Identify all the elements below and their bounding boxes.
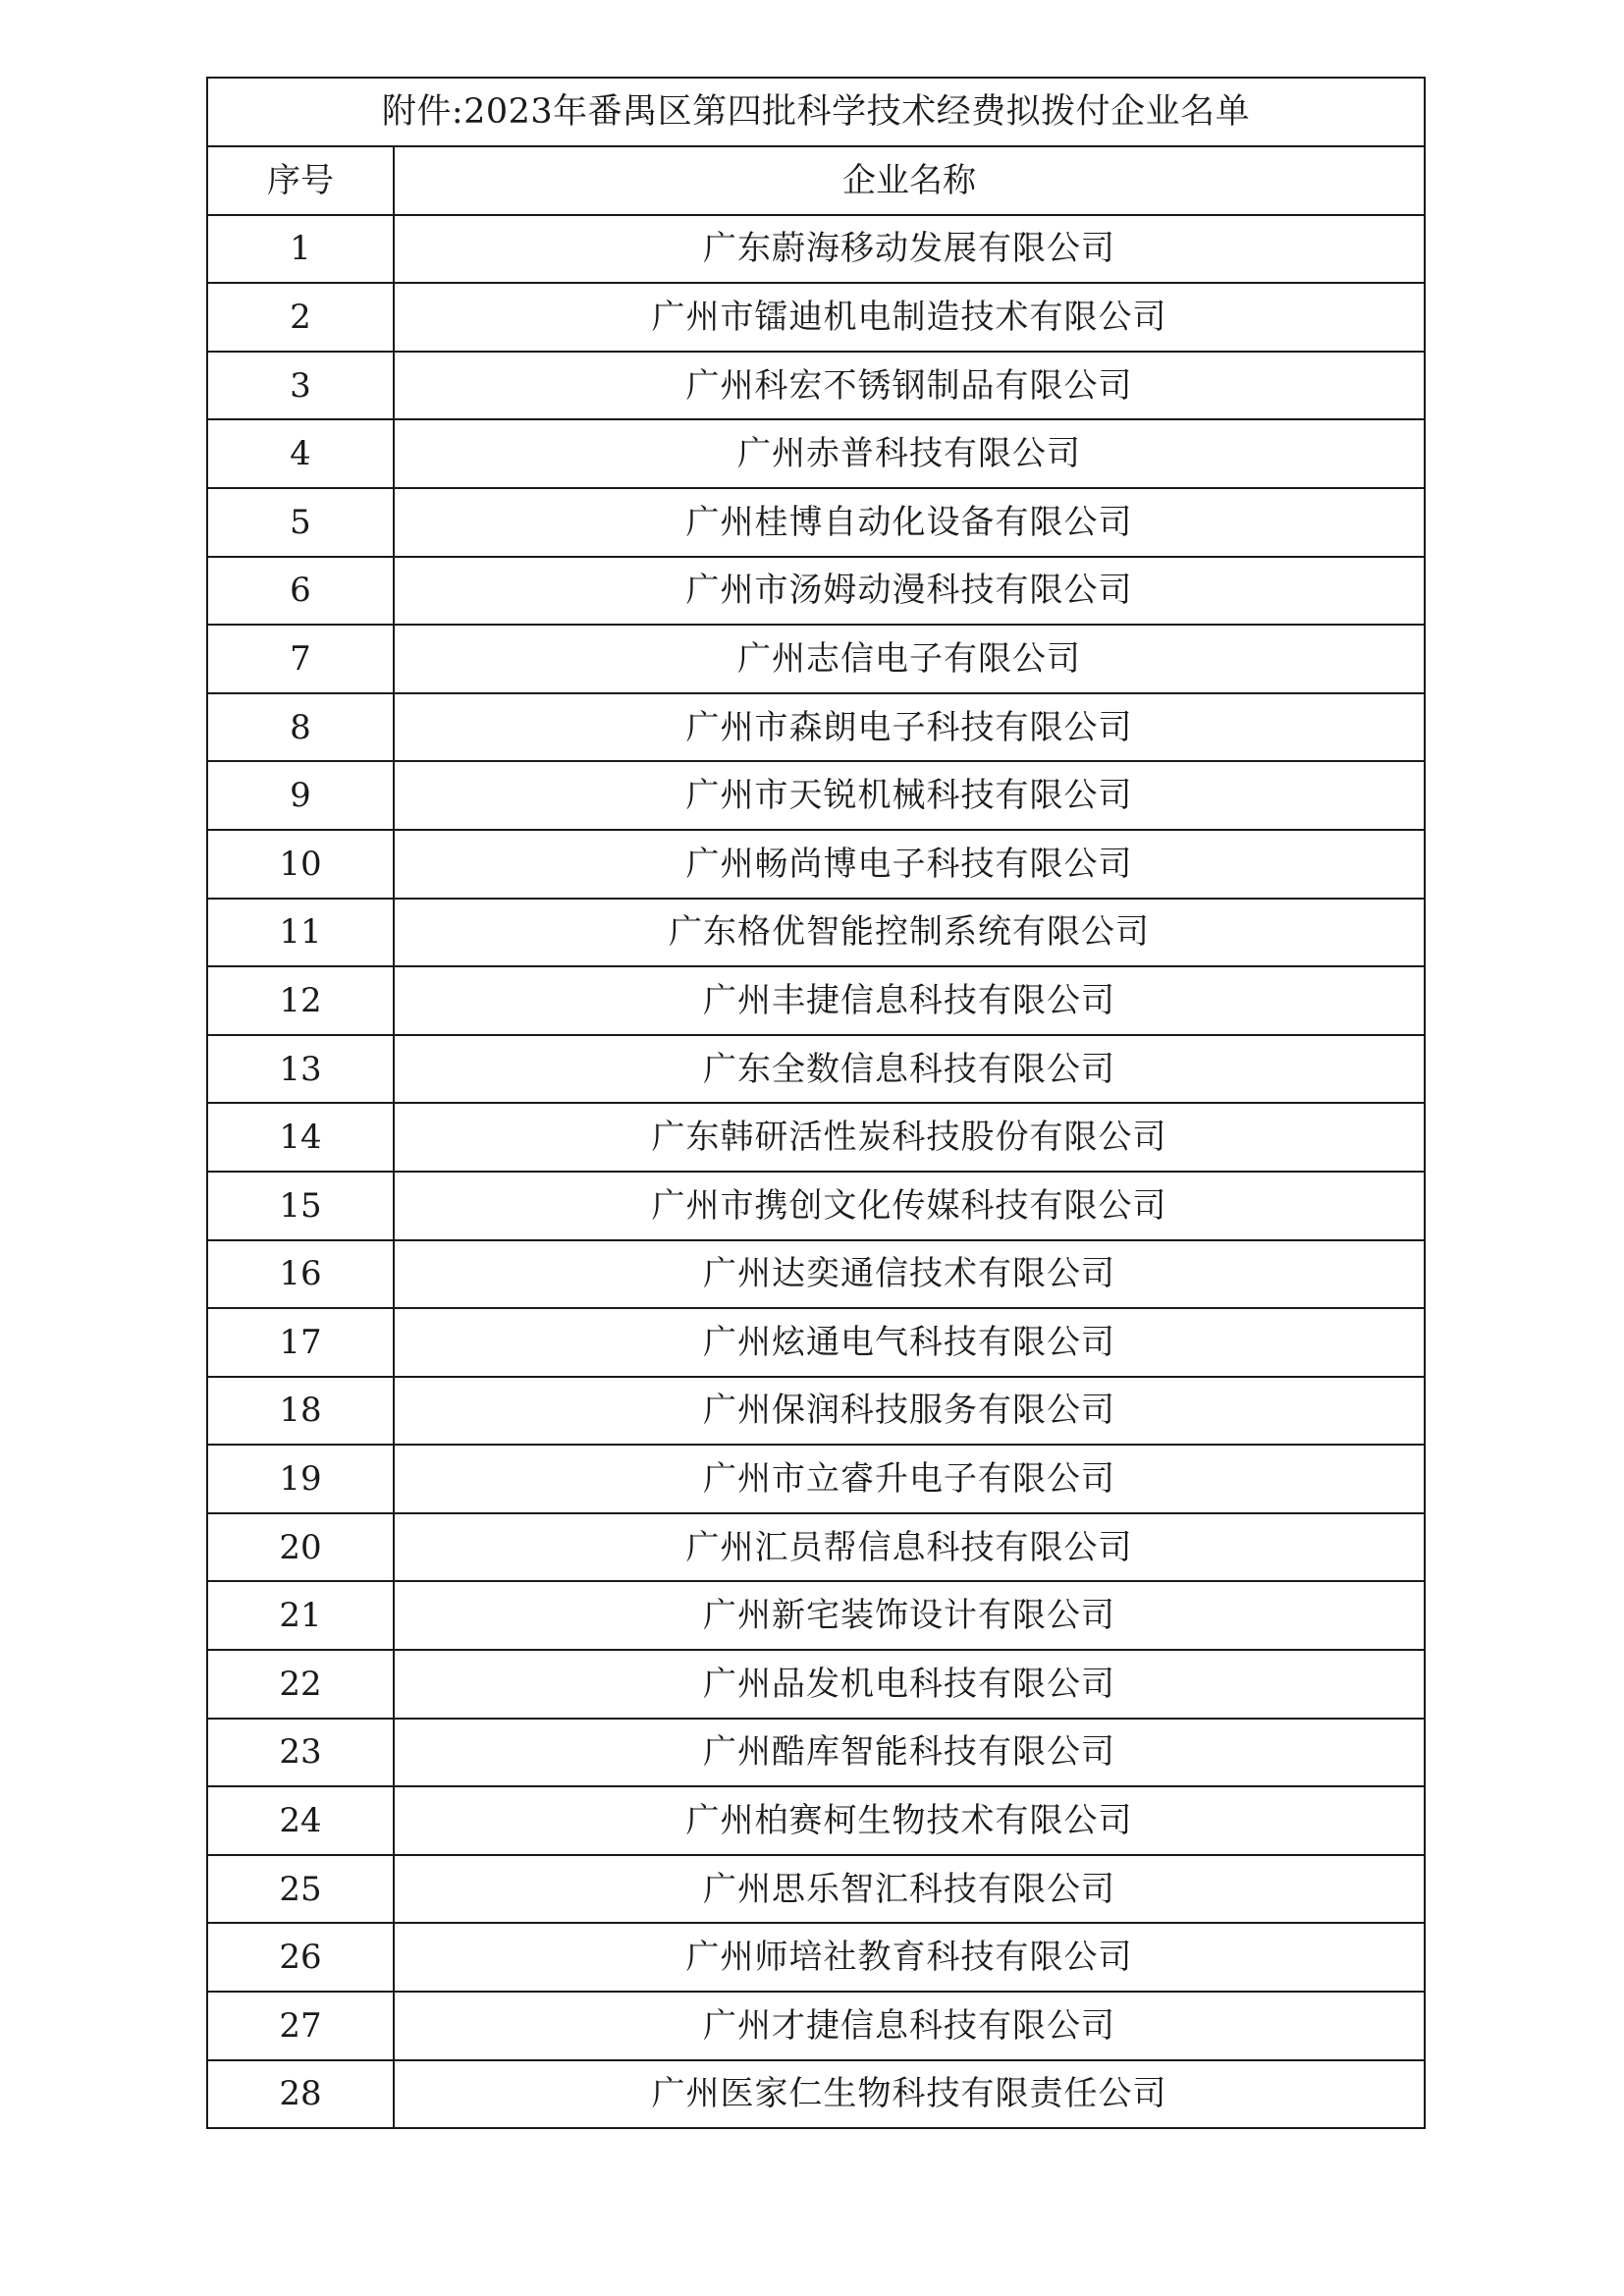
row-index-cell: 6 [207,557,394,626]
company-name-cell: 广州市镭迪机电制造技术有限公司 [394,283,1425,352]
row-index-cell: 25 [207,1855,394,1924]
table-body [207,215,1425,2129]
row-index-cell: 8 [207,693,394,762]
table-row [207,1513,1425,1582]
table-row [207,283,1425,352]
company-name-cell: 广东蔚海移动发展有限公司 [394,215,1425,284]
company-name-cell: 广州畅尚博电子科技有限公司 [394,830,1425,899]
table-row [207,1786,1425,1855]
table-row [207,557,1425,626]
table-row [207,1445,1425,1513]
table-row [207,899,1425,967]
company-name-cell: 广州柏赛柯生物技术有限公司 [394,1786,1425,1855]
company-name-cell: 广州丰捷信息科技有限公司 [394,966,1425,1035]
row-index-cell: 26 [207,1923,394,1992]
company-name-cell: 广州思乐智汇科技有限公司 [394,1855,1425,1924]
company-name-cell: 广州赤普科技有限公司 [394,419,1425,488]
table-row [207,1855,1425,1924]
company-name-cell: 广州品发机电科技有限公司 [394,1650,1425,1719]
row-index-cell: 20 [207,1513,394,1582]
table-row [207,488,1425,557]
table-row [207,761,1425,830]
table-row [207,1308,1425,1377]
company-name-cell: 广州市携创文化传媒科技有限公司 [394,1172,1425,1240]
company-name-cell: 广州炫通电气科技有限公司 [394,1308,1425,1377]
column-header-name: 企业名称 [394,146,1425,215]
table-row [207,830,1425,899]
row-index-cell: 22 [207,1650,394,1719]
company-name-cell: 广州汇员帮信息科技有限公司 [394,1513,1425,1582]
company-name-cell: 广东韩研活性炭科技股份有限公司 [394,1103,1425,1172]
table-row [207,1240,1425,1309]
table-row [207,1992,1425,2060]
company-name-cell: 广州市森朗电子科技有限公司 [394,693,1425,762]
title-row [207,78,1425,146]
company-name-cell: 广州达奕通信技术有限公司 [394,1240,1425,1309]
table-row [207,1172,1425,1240]
company-list-table [206,77,1426,2129]
row-index-cell: 21 [207,1581,394,1650]
row-index-cell: 7 [207,625,394,693]
company-name-cell: 广州科宏不锈钢制品有限公司 [394,352,1425,420]
row-index-cell: 4 [207,419,394,488]
row-index-cell: 10 [207,830,394,899]
row-index-cell: 12 [207,966,394,1035]
table-row [207,419,1425,488]
company-name-cell: 广州市天锐机械科技有限公司 [394,761,1425,830]
column-header-index: 序号 [207,146,394,215]
header-row [207,146,1425,215]
document-page [206,77,1424,2129]
table-row [207,625,1425,693]
table-row [207,693,1425,762]
table-row [207,1035,1425,1104]
row-index-cell: 2 [207,283,394,352]
row-index-cell: 24 [207,1786,394,1855]
table-row [207,1923,1425,1992]
row-index-cell: 17 [207,1308,394,1377]
company-name-cell: 广州市汤姆动漫科技有限公司 [394,557,1425,626]
row-index-cell: 3 [207,352,394,420]
table-row [207,1581,1425,1650]
row-index-cell: 28 [207,2060,394,2129]
row-index-cell: 18 [207,1377,394,1446]
table-row [207,1719,1425,1787]
row-index-cell: 16 [207,1240,394,1309]
row-index-cell: 1 [207,215,394,284]
row-index-cell: 14 [207,1103,394,1172]
company-name-cell: 广州志信电子有限公司 [394,625,1425,693]
row-index-cell: 9 [207,761,394,830]
company-name-cell: 广州师培社教育科技有限公司 [394,1923,1425,1992]
row-index-cell: 11 [207,899,394,967]
row-index-cell: 19 [207,1445,394,1513]
table-row [207,1377,1425,1446]
table-row [207,1650,1425,1719]
company-name-cell: 广州医家仁生物科技有限责任公司 [394,2060,1425,2129]
company-name-cell: 广州桂博自动化设备有限公司 [394,488,1425,557]
company-name-cell: 广州才捷信息科技有限公司 [394,1992,1425,2060]
row-index-cell: 15 [207,1172,394,1240]
document-title: 附件:2023年番禺区第四批科学技术经费拟拨付企业名单 [207,78,1425,146]
row-index-cell: 23 [207,1719,394,1787]
row-index-cell: 13 [207,1035,394,1104]
row-index-cell: 5 [207,488,394,557]
company-name-cell: 广东格优智能控制系统有限公司 [394,899,1425,967]
table-row [207,215,1425,284]
company-name-cell: 广州新宅装饰设计有限公司 [394,1581,1425,1650]
row-index-cell: 27 [207,1992,394,2060]
table-row [207,1103,1425,1172]
company-name-cell: 广州市立睿升电子有限公司 [394,1445,1425,1513]
company-name-cell: 广东全数信息科技有限公司 [394,1035,1425,1104]
table-row [207,2060,1425,2129]
table-row [207,966,1425,1035]
table-row [207,352,1425,420]
company-name-cell: 广州酷库智能科技有限公司 [394,1719,1425,1787]
company-name-cell: 广州保润科技服务有限公司 [394,1377,1425,1446]
